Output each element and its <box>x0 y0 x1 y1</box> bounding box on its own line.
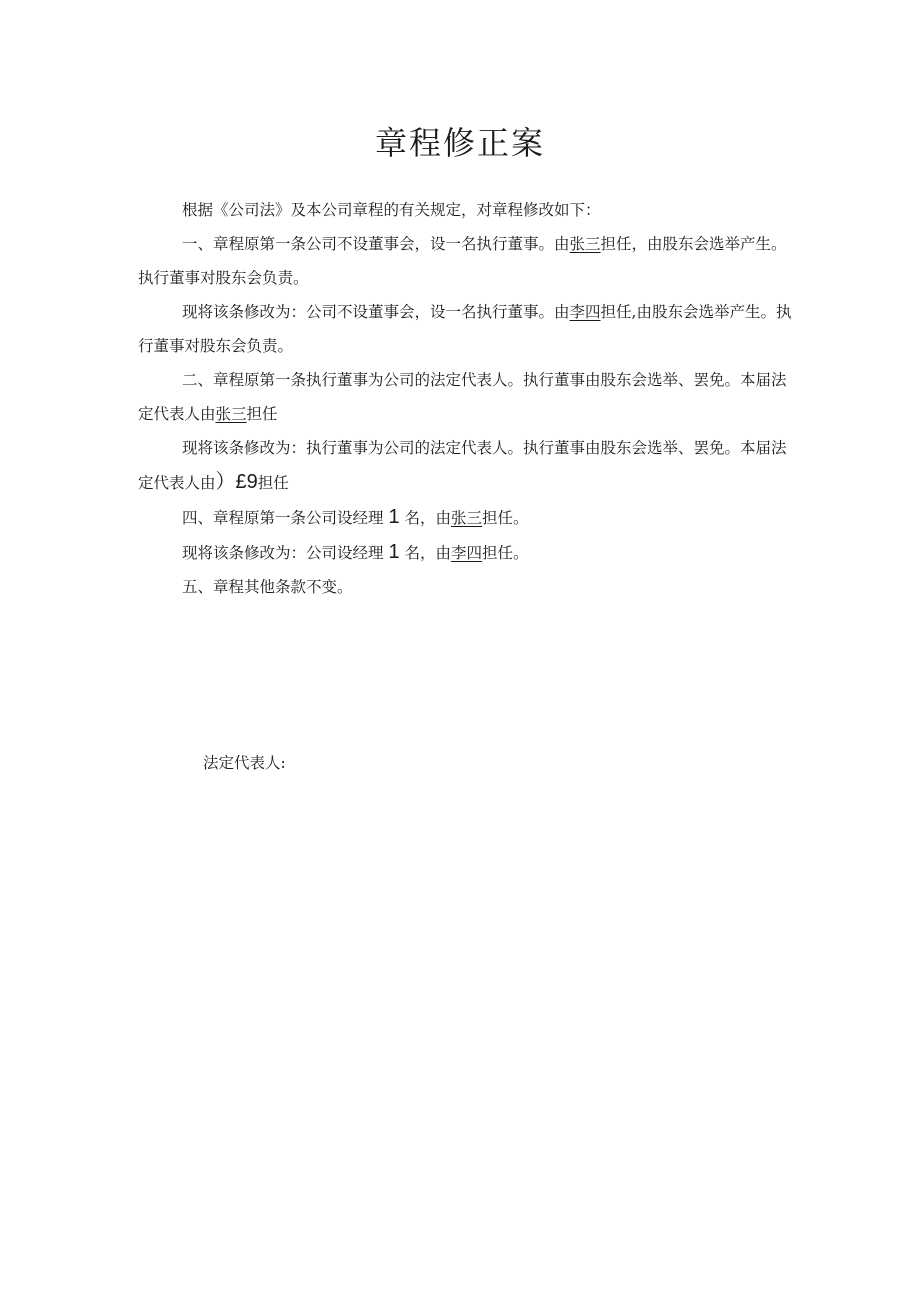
clause-text: 现将该条修改为：公司设经理 <box>182 544 384 562</box>
document-title: 章程修正案 <box>374 124 545 162</box>
clause-text: 现将该条修改为：执行董事为公司的法定代表人。执行董事由股东会选举、罢免。本届法定代表人由 <box>138 439 787 492</box>
clause-2-original <box>138 363 798 431</box>
person-name-underlined: 张三 <box>451 509 483 527</box>
manager-count: 1 <box>388 506 400 528</box>
clause-text: 名，由 <box>404 509 452 527</box>
person-name-underlined: 李四 <box>569 303 601 321</box>
person-name-underlined: 张三 <box>569 235 601 253</box>
clause-text: 现将该条修改为：公司不设董事会，设一名执行董事。由 <box>182 303 570 321</box>
clause-text: 二、章程原第一条执行董事为公司的法定代表人。执行董事由股东会选举、罢免。本届法定代表人由 <box>138 371 787 423</box>
clause-text: 一、章程原第一条公司不设董事会，设一名执行董事。由 <box>182 235 570 253</box>
clause-text: 四、章程原第一条公司设经理 <box>182 509 384 527</box>
clause-text: 担任，由股东会选举产生。执行董事对股东会负责。 <box>138 235 787 287</box>
clause-text: 担任。 <box>482 544 529 562</box>
manager-count: 1 <box>388 541 400 563</box>
person-name-garbled: ）£9 <box>215 471 258 493</box>
clause-text: 担任,由股东会选举产生。执行董事对股东会负责。 <box>138 303 792 355</box>
clause-5 <box>138 570 798 604</box>
signature-label: 法定代表人: <box>203 754 286 772</box>
clause-text: 五、章程其他条款不变。 <box>182 578 353 596</box>
clause-text: 担任 <box>257 474 289 492</box>
person-name-underlined: 张三 <box>215 405 247 423</box>
clause-text: 名，由 <box>404 544 452 562</box>
clause-4-amended <box>138 535 798 570</box>
clause-1-original <box>138 227 798 295</box>
intro-text: 根据《公司法》及本公司章程的有关规定，对章程修改如下： <box>182 201 601 219</box>
clause-2-amended <box>138 431 798 500</box>
document-body <box>138 193 798 604</box>
intro-paragraph <box>138 193 798 227</box>
clause-4-original <box>138 500 798 535</box>
clause-text: 担任。 <box>482 509 529 527</box>
clause-text: 担任 <box>246 405 278 423</box>
clause-1-amended <box>138 295 798 363</box>
person-name-underlined: 李四 <box>451 544 483 562</box>
